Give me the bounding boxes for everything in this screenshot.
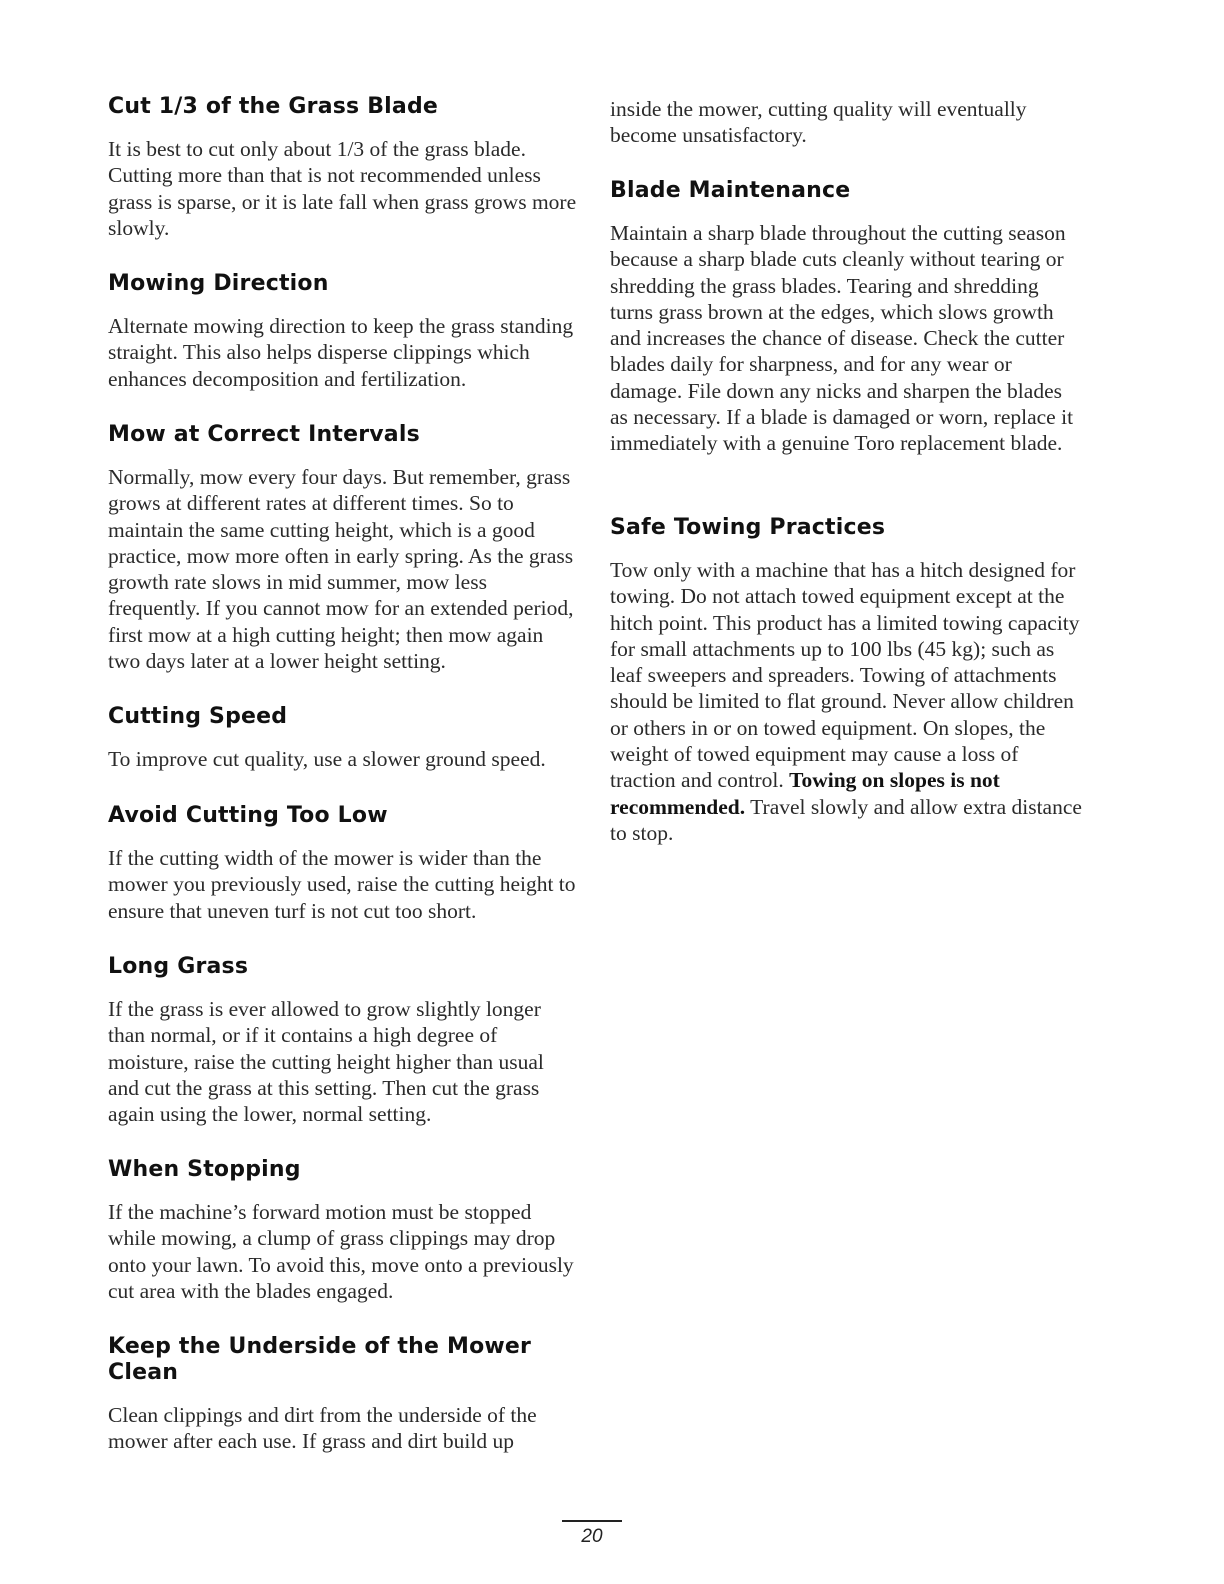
section-blade-maintenance [610, 178, 1085, 457]
section-body: It is best to cut only about 1/3 of the grass blade. Cutting more than that is not recommended unless grass is sparse, or it is late fall when grass grows more slowly. [108, 137, 577, 240]
section-body: Alternate mowing direction to keep the grass standing straight. This also helps disperse clippings which enhances decomposition and fertilization. [108, 314, 574, 391]
section-heading: Keep the Underside of the Mower Clean [108, 1334, 532, 1385]
section-heading: Cut 1/3 of the Grass Blade [108, 94, 439, 119]
section-body: To improve cut quality, use a slower ground speed. [108, 747, 546, 771]
section-correct-intervals [108, 422, 578, 674]
section-heading: Safe Towing Practices [610, 515, 886, 540]
section-body: Normally, mow every four days. But remember, grass grows at different rates at different times. So to maintain the same cutting height, which is a good practice, mow more often in early spring. As the grass growth rate slows in mid summer, mow less frequently. If you cannot mow for an extended period, first mow at a high cutting height; then mow again two days later at a lower height setting. [108, 465, 574, 674]
section-body: inside the mower, cutting quality will eventually become unsatisfactory. [610, 97, 1027, 148]
section-when-stopping [108, 1157, 578, 1304]
section-body: If the grass is ever allowed to grow slightly longer than normal, or if it contains a high degree of moisture, raise the cutting height higher than usual and cut the grass at this setting. Then cut the grass again using the lower, normal setting. [108, 997, 544, 1127]
section-continuation [610, 96, 1085, 149]
footer-rule [562, 1520, 622, 1522]
section-body: Clean clippings and dirt from the underside of the mower after each use. If grass and dirt build up [108, 1403, 537, 1454]
page-number: 20 [581, 1526, 603, 1547]
section-cut-third [108, 94, 578, 241]
section-safe-towing [610, 515, 1085, 846]
towing-text: Tow only with a machine that has a hitch designed for towing. Do not attach towed equipment except at the hitch point. This product has a limited towing capacity for small attachments up to 100 lbs (45 kg); such as leaf sweepers and spreaders. Towing of attachments should be limited to flat ground. Never allow children or others in or on towed equipment. On slopes, the weight of towed equipment may cause a loss of traction and control. [610, 558, 1080, 793]
section-mowing-direction [108, 271, 578, 392]
section-avoid-low [108, 803, 578, 924]
section-body: If the cutting width of the mower is wider than the mower you previously used, raise the cutting height to ensure that uneven turf is not cut too short. [108, 846, 576, 923]
section-heading: Blade Maintenance [610, 178, 851, 203]
section-heading: Avoid Cutting Too Low [108, 803, 388, 828]
section-body [610, 557, 1085, 846]
section-underside-clean [108, 1334, 578, 1455]
section-heading: Cutting Speed [108, 704, 288, 729]
section-body: If the machine’s forward motion must be stopped while mowing, a clump of grass clippings may drop onto your lawn. To avoid this, move onto a previously cut area with the blades engaged. [108, 1200, 574, 1303]
towing-text-end: Travel slowly and allow extra distance to stop. [610, 794, 1082, 845]
section-long-grass [108, 954, 578, 1127]
section-heading: When Stopping [108, 1157, 301, 1182]
section-heading: Mowing Direction [108, 271, 329, 296]
section-cutting-speed [108, 704, 578, 772]
towing-warning: Towing on slopes is not recommended. [610, 768, 1000, 819]
section-heading: Mow at Correct Intervals [108, 422, 420, 447]
section-body: Maintain a sharp blade throughout the cutting season because a sharp blade cuts cleanly without tearing or shredding the grass blades. Tearing and shredding turns grass brown at the edges, which slows growth and increases the chance of disease. Check the cutter blades daily for sharpness, and for any wear or damage. File down any nicks and sharpen the blades as necessary. If a blade is damaged or worn, replace it immediately with a genuine Toro replacement blade. [610, 221, 1074, 456]
section-heading: Long Grass [108, 954, 249, 979]
